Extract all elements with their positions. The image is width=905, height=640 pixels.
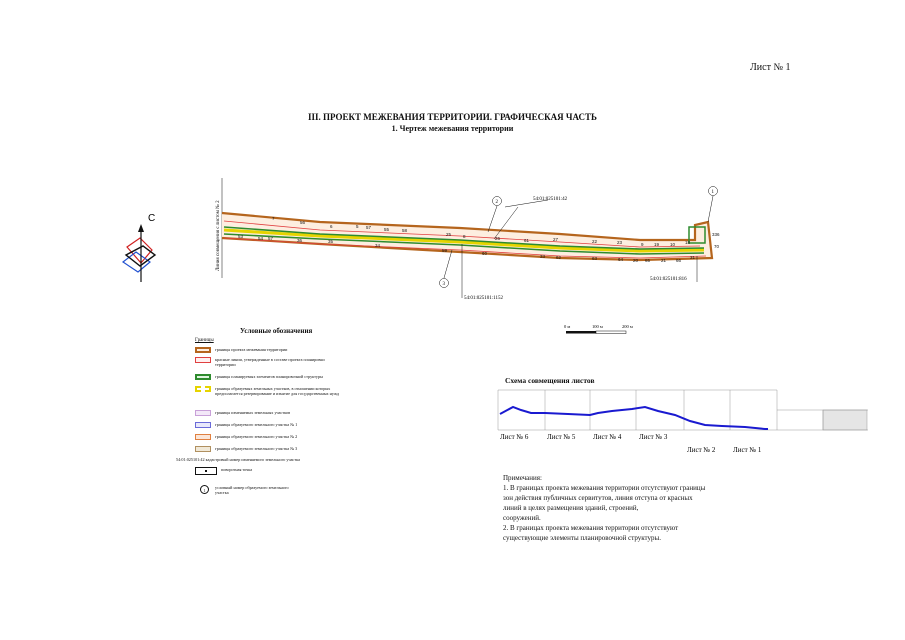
svg-text:19: 19	[654, 242, 660, 247]
turn-point-icon	[205, 470, 207, 472]
scheme-sheet-1: Лист № 1	[733, 446, 762, 454]
svg-text:5: 5	[356, 224, 359, 229]
compass-north-label: С	[148, 213, 156, 224]
svg-text:66: 66	[676, 258, 682, 263]
svg-text:10: 10	[670, 242, 676, 247]
svg-text:8: 8	[463, 234, 466, 239]
svg-text:200 м: 200 м	[622, 324, 633, 329]
svg-text:57: 57	[268, 236, 274, 241]
svg-text:27: 27	[553, 237, 559, 242]
svg-text:63: 63	[592, 256, 598, 261]
scheme-title: Схема совмещения листов	[505, 376, 595, 385]
svg-text:23: 23	[617, 240, 623, 245]
compass-icon	[123, 213, 155, 282]
svg-text:33: 33	[540, 254, 546, 259]
parcel-marker-icon: 1	[200, 485, 209, 494]
scheme-sheet-5: Лист № 5	[547, 433, 576, 441]
sheet-scheme	[498, 390, 868, 454]
svg-text:58: 58	[402, 228, 408, 233]
svg-text:62: 62	[556, 255, 562, 260]
notes-line: сооружений.	[503, 514, 541, 522]
cadastral-label-816: 54:01:025101:816	[650, 277, 687, 282]
scheme-sheet-3: Лист № 3	[639, 433, 668, 441]
cadastral-label-1152: 54:01:025101:1152	[464, 296, 503, 301]
parcel-marker-3: 3	[442, 282, 445, 287]
svg-text:60: 60	[482, 251, 488, 256]
svg-text:0 м: 0 м	[564, 324, 571, 329]
svg-text:18: 18	[685, 240, 691, 245]
alignment-line-label: Линия совмещения с листом № 2	[216, 200, 221, 271]
road-corridor	[222, 213, 712, 260]
scheme-sheet-6: Лист № 6	[500, 433, 529, 441]
svg-text:25: 25	[446, 232, 452, 237]
legend-title: Условные обозначения	[240, 327, 313, 335]
sheet-number: Лист № 1	[750, 62, 791, 73]
notes-line: 1. В границах проекта межевания территории отсутствуют границы	[503, 484, 706, 492]
svg-text:6: 6	[330, 224, 333, 229]
svg-text:56: 56	[300, 220, 306, 225]
parcel-marker-1: 1	[711, 190, 714, 195]
svg-text:21: 21	[661, 258, 667, 263]
page-subtitle: 1. Чертеж межевания территории	[391, 124, 514, 133]
svg-text:59: 59	[442, 248, 448, 253]
svg-text:9: 9	[641, 242, 644, 247]
notes-line: зон действия публичных сервитутов, линия отступа от красных	[503, 494, 693, 502]
page-title: III. ПРОЕКТ МЕЖЕВАНИЯ ТЕРРИТОРИИ. ГРАФИЧЕСКАЯ ЧАСТЬ	[308, 112, 597, 122]
svg-text:7: 7	[272, 216, 275, 221]
svg-text:100 м: 100 м	[592, 324, 603, 329]
legend-group-label: Границы	[195, 338, 214, 343]
svg-text:70: 70	[714, 244, 720, 249]
svg-text:53: 53	[238, 234, 244, 239]
svg-text:57: 57	[366, 225, 372, 230]
svg-text:61: 61	[524, 238, 530, 243]
svg-text:34: 34	[375, 243, 381, 248]
svg-text:26: 26	[495, 236, 501, 241]
notes-line: 2. В границах проекта межевания территории отсутствуют	[503, 524, 679, 532]
scheme-sheet-2: Лист № 2	[687, 446, 716, 454]
svg-text:54: 54	[258, 236, 264, 241]
svg-text:55: 55	[384, 227, 390, 232]
parcel-marker-2: 2	[495, 200, 498, 205]
svg-text:20: 20	[633, 258, 639, 263]
scheme-sheet-4: Лист № 4	[593, 433, 622, 441]
scale-bar	[564, 324, 633, 334]
svg-text:35: 35	[328, 239, 334, 244]
svg-text:22: 22	[592, 239, 598, 244]
cadastral-label-42: 54:01:025101:42	[533, 197, 568, 202]
svg-text:336: 336	[712, 232, 720, 237]
notes-line: линий в целях размещения зданий, строений,	[503, 504, 639, 512]
notes	[503, 473, 753, 543]
notes-heading: Примечания:	[503, 474, 542, 482]
notes-line: существующие элементы планировочной структуры.	[503, 534, 661, 542]
svg-text:65: 65	[645, 258, 651, 263]
svg-text:36: 36	[297, 238, 303, 243]
svg-text:31: 31	[690, 255, 696, 260]
legend-item-cadastral: 54:01:025101:42 кадастровый номер изменяемого земельного участка	[176, 457, 300, 462]
svg-text:64: 64	[618, 257, 624, 262]
